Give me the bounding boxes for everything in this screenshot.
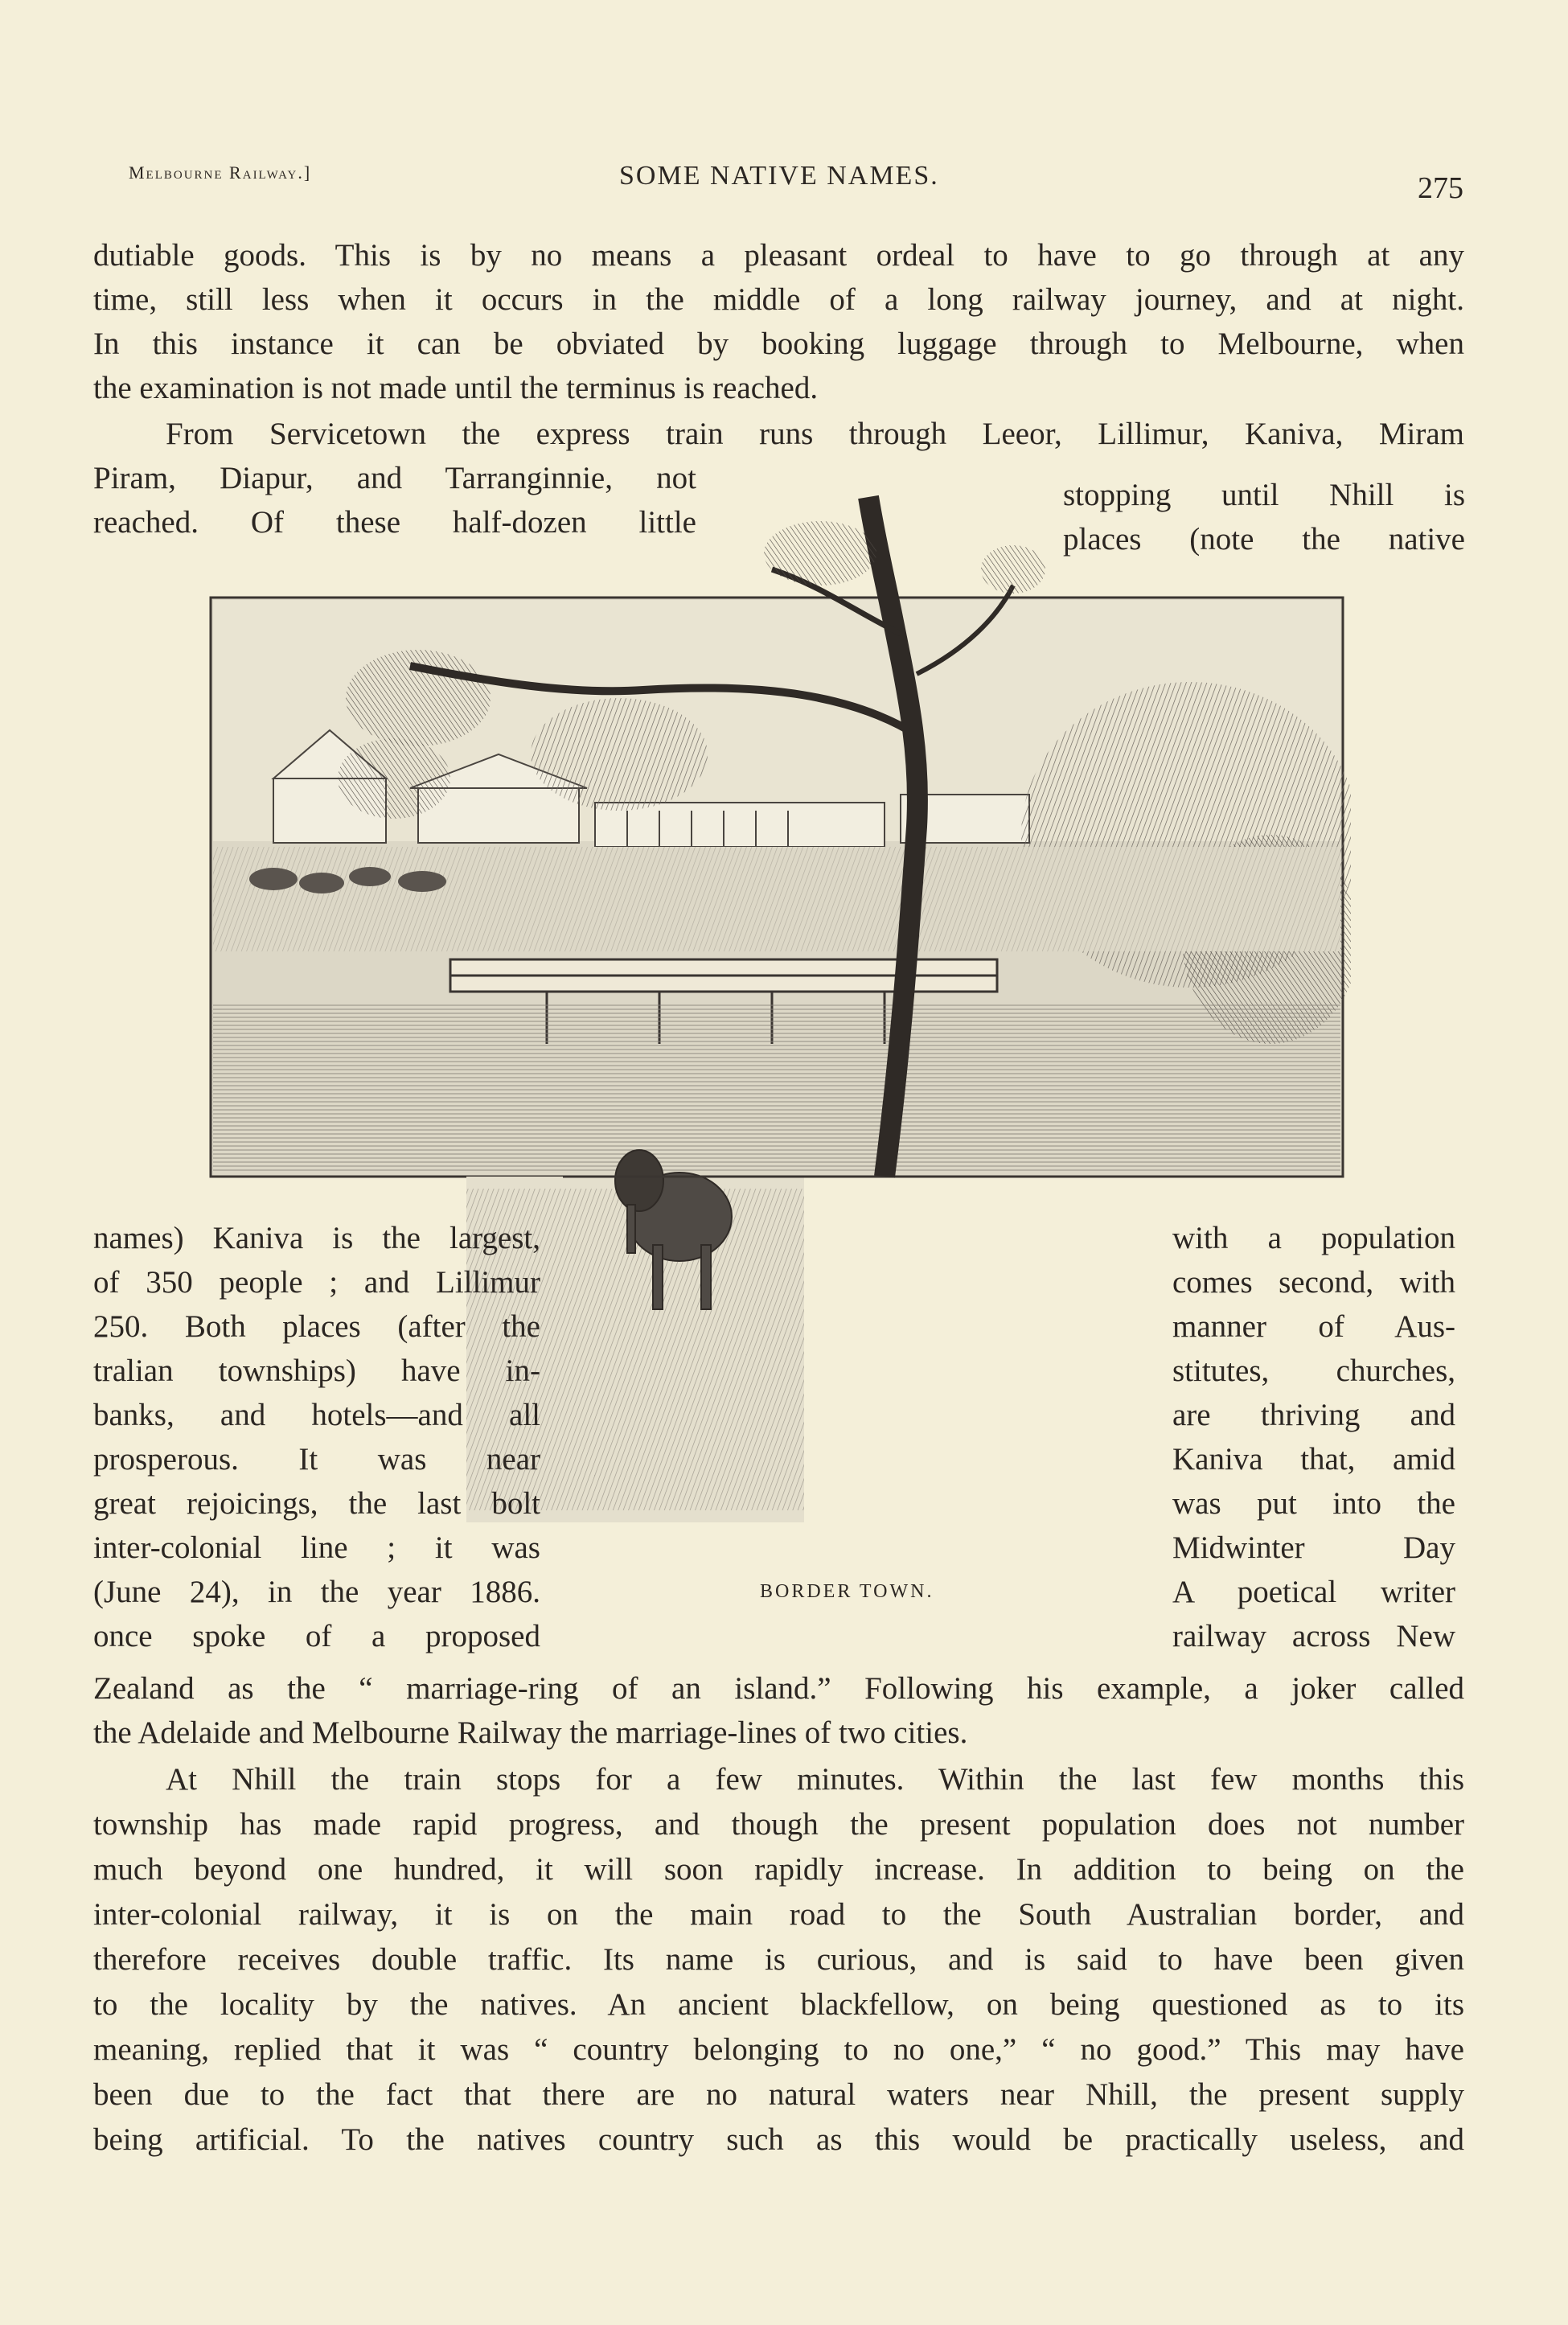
- text-line: of 350 people ; and Lillimur: [93, 1265, 540, 1300]
- running-head-title: SOME NATIVE NAMES.: [619, 161, 939, 191]
- text-line: (June 24), in the year 1886.: [93, 1575, 540, 1609]
- text-line: therefore receives double traffic. Its name is curious, and is said to have been given: [93, 1942, 1464, 1977]
- text-line: places (note the native: [1063, 522, 1465, 557]
- text-line: much beyond one hundred, it will soon rapidly increase. In addition to being on the: [93, 1852, 1464, 1887]
- text-line: In this instance it can be obviated by booking luggage through to Melbourne, when: [93, 327, 1464, 361]
- text-line: prosperous. It was near: [93, 1442, 540, 1477]
- text-line: Kaniva that, amid: [1172, 1442, 1455, 1477]
- text-line: being artificial. To the natives country such as this would be practically useless, and: [93, 2122, 1464, 2157]
- page-number: 275: [1418, 171, 1463, 205]
- text-line: township has made rapid progress, and though the present population does not number: [93, 1807, 1464, 1842]
- running-head-section: Melbourne Railway.]: [129, 162, 312, 183]
- text-line: At Nhill the train stops for a few minutes. Within the last few months this: [166, 1762, 1464, 1797]
- text-line: tralian townships) have in-: [93, 1354, 540, 1388]
- text-line: was put into the: [1172, 1486, 1455, 1521]
- text-line: inter-colonial railway, it is on the main road to the South Australian border, and: [93, 1897, 1464, 1932]
- text-line: comes second, with: [1172, 1265, 1455, 1300]
- text-line: with a population: [1172, 1221, 1455, 1255]
- text-line: stitutes, churches,: [1172, 1354, 1455, 1388]
- text-line: the examination is not made until the terminus is reached.: [93, 371, 819, 405]
- text-line: railway across New: [1172, 1619, 1455, 1653]
- text-line: A poetical writer: [1172, 1575, 1455, 1609]
- text-line: to the locality by the natives. An ancient blackfellow, on being questioned as to its: [93, 1987, 1464, 2022]
- text-line: dutiable goods. This is by no means a pleasant ordeal to have to go through at any: [93, 238, 1464, 273]
- text-line: inter-colonial line ; it was: [93, 1530, 540, 1565]
- text-line: names) Kaniva is the largest,: [93, 1221, 540, 1255]
- text-column-left: [93, 1216, 540, 1658]
- text-line: great rejoicings, the last bolt: [93, 1486, 540, 1521]
- text-line: time, still less when it occurs in the middle of a long railway journey, and at night.: [93, 282, 1464, 317]
- running-head: [129, 154, 1463, 203]
- text-line: stopping until Nhill is: [1063, 478, 1465, 512]
- text-line: manner of Aus-: [1172, 1309, 1455, 1344]
- text-line: Zealand as the “ marriage-ring of an island.” Following his example, a joker called: [93, 1671, 1464, 1706]
- text-column-right: [1172, 1216, 1455, 1658]
- text-line: Midwinter Day: [1172, 1530, 1455, 1565]
- text-line: Piram, Diapur, and Tarranginnie, not: [93, 461, 696, 495]
- text-line: are thriving and: [1172, 1398, 1455, 1432]
- text-line: been due to the fact that there are no natural waters near Nhill, the present supply: [93, 2077, 1464, 2112]
- figure-caption: BORDER TOWN.: [760, 1581, 934, 1602]
- text-line: meaning, replied that it was “ country belonging to no one,” “ no good.” This may have: [93, 2032, 1464, 2067]
- text-line: 250. Both places (after the: [93, 1309, 540, 1344]
- text-line: banks, and hotels—and all: [93, 1398, 540, 1432]
- text-line: reached. Of these half-dozen little: [93, 505, 696, 540]
- text-line: once spoke of a proposed: [93, 1619, 540, 1653]
- text-line: the Adelaide and Melbourne Railway the marriage-lines of two cities.: [93, 1715, 968, 1750]
- paragraph-first-line: From Servicetown the express train runs through Leeor, Lillimur, Kaniva, Miram: [166, 417, 1464, 451]
